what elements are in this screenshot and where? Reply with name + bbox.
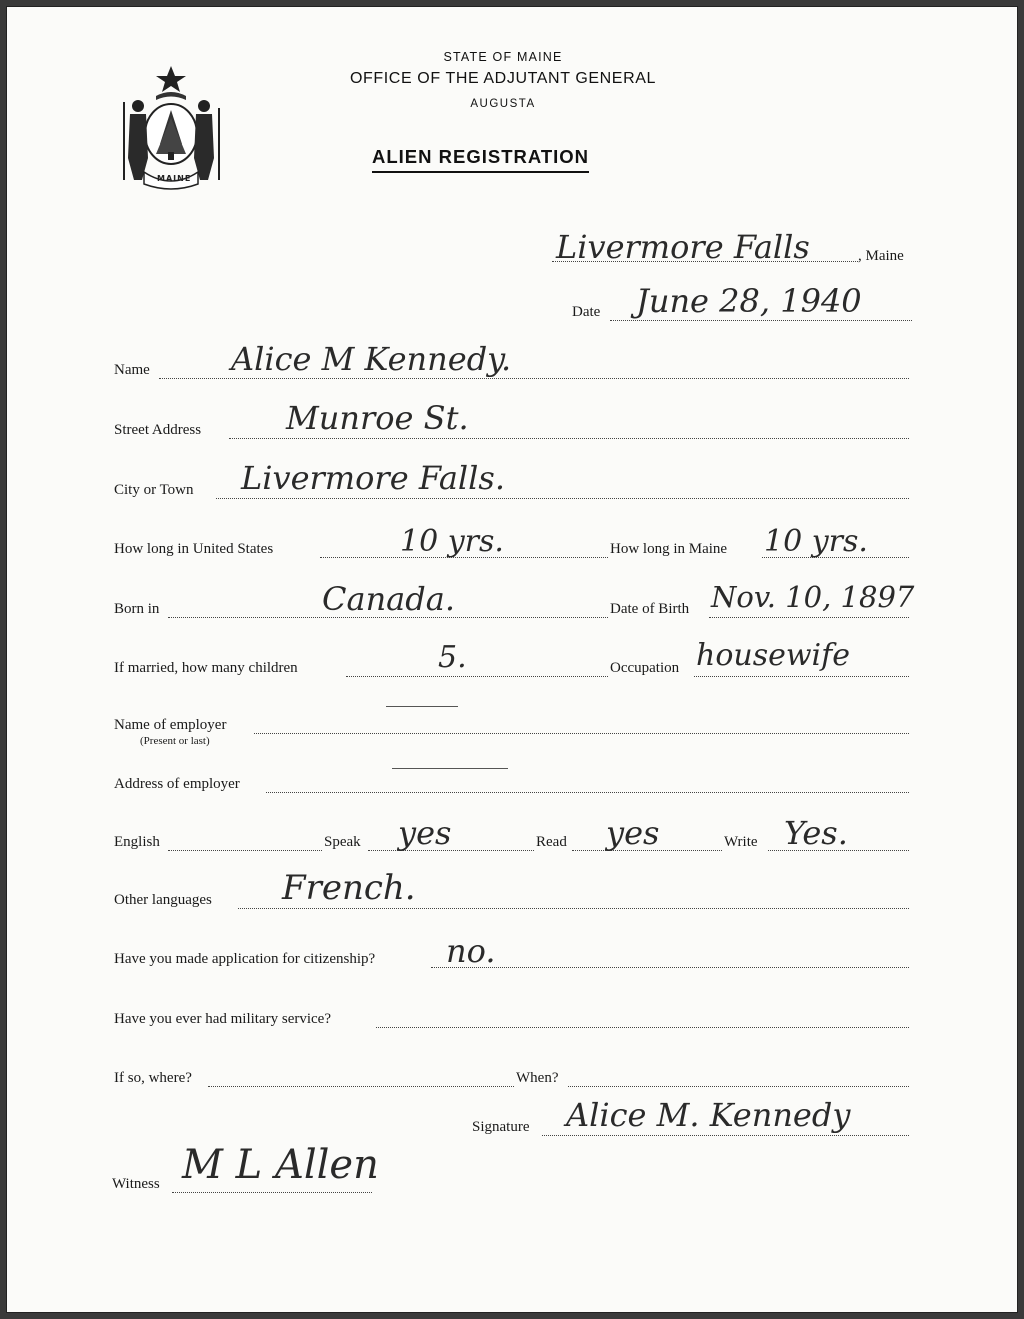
name-value[interactable]: Alice M Kennedy. [231, 340, 512, 378]
occupation-label: Occupation [610, 660, 680, 676]
citizenship-line [431, 967, 909, 968]
write-value[interactable]: Yes. [784, 814, 848, 852]
children-value[interactable]: 5. [438, 640, 467, 675]
date-of-birth-label: Date of Birth [610, 601, 690, 617]
city-town-value[interactable]: Livermore Falls. [241, 459, 505, 497]
military-label: Have you ever had military service? [114, 1011, 331, 1027]
citizenship-label: Have you made application for citizenship? [114, 951, 376, 967]
other-languages-line [238, 908, 909, 909]
children-line [346, 676, 608, 677]
how-long-us-label: How long in United States [114, 541, 274, 557]
speak-label: Speak [324, 834, 361, 850]
if-so-where-line[interactable] [208, 1086, 514, 1087]
born-in-value[interactable]: Canada. [322, 580, 455, 618]
header-office: OFFICE OF THE ADJUTANT GENERAL [349, 70, 657, 87]
name-line [159, 378, 909, 379]
employer-name-line[interactable] [254, 733, 909, 734]
employer-name-label: Name of employer [114, 717, 227, 733]
how-long-maine-value[interactable]: 10 yrs. [764, 524, 868, 559]
english-line [168, 850, 322, 851]
witness-label: Witness [112, 1176, 160, 1192]
date-value[interactable]: June 28, 1940 [636, 282, 862, 320]
read-label: Read [536, 834, 567, 850]
how-long-maine-label: How long in Maine [610, 541, 728, 557]
other-languages-label: Other languages [114, 892, 212, 908]
witness-value[interactable]: M L Allen [182, 1142, 379, 1188]
town-value[interactable]: Livermore Falls [556, 228, 810, 266]
write-label: Write [724, 834, 758, 850]
name-label: Name [114, 362, 150, 378]
header-state: STATE OF MAINE [443, 50, 563, 64]
read-value[interactable]: yes [606, 814, 660, 852]
occupation-line [694, 676, 909, 677]
date-line [610, 320, 912, 321]
english-label: English [114, 834, 160, 850]
street-address-label: Street Address [114, 422, 202, 438]
employer-address-line[interactable] [266, 792, 909, 793]
street-address-value[interactable]: Munroe St. [286, 399, 469, 437]
city-town-line [216, 498, 909, 499]
employer-address-label: Address of employer [114, 776, 240, 792]
signature-label: Signature [472, 1119, 530, 1135]
registration-form [6, 6, 1018, 1313]
header-city: AUGUSTA [470, 98, 536, 110]
born-in-label: Born in [114, 601, 160, 617]
military-line[interactable] [376, 1027, 909, 1028]
married-children-label: If married, how many children [114, 660, 298, 676]
seal-motto: MAINE [157, 174, 192, 183]
employer-address-dash [392, 768, 508, 769]
date-of-birth-value[interactable]: Nov. 10, 1897 [711, 580, 915, 614]
city-town-label: City or Town [114, 482, 194, 498]
witness-line [172, 1192, 372, 1193]
occupation-value[interactable]: housewife [696, 638, 850, 673]
other-languages-value[interactable]: French. [282, 868, 416, 908]
when-label: When? [516, 1070, 559, 1086]
employer-name-dash [386, 706, 458, 707]
signature-line [542, 1135, 909, 1136]
citizenship-value[interactable]: no. [446, 932, 496, 970]
how-long-us-value[interactable]: 10 yrs. [400, 524, 504, 559]
if-so-where-label: If so, where? [114, 1070, 192, 1086]
speak-value[interactable]: yes [398, 814, 452, 852]
form-title: ALIEN REGISTRATION [372, 146, 589, 173]
signature-value[interactable]: Alice M. Kennedy [566, 1096, 851, 1134]
date-of-birth-line [709, 617, 909, 618]
state-suffix-label: , Maine [858, 248, 904, 264]
when-line[interactable] [568, 1086, 909, 1087]
street-address-line [229, 438, 909, 439]
date-label: Date [572, 304, 601, 320]
employer-note-label: (Present or last) [140, 735, 210, 747]
